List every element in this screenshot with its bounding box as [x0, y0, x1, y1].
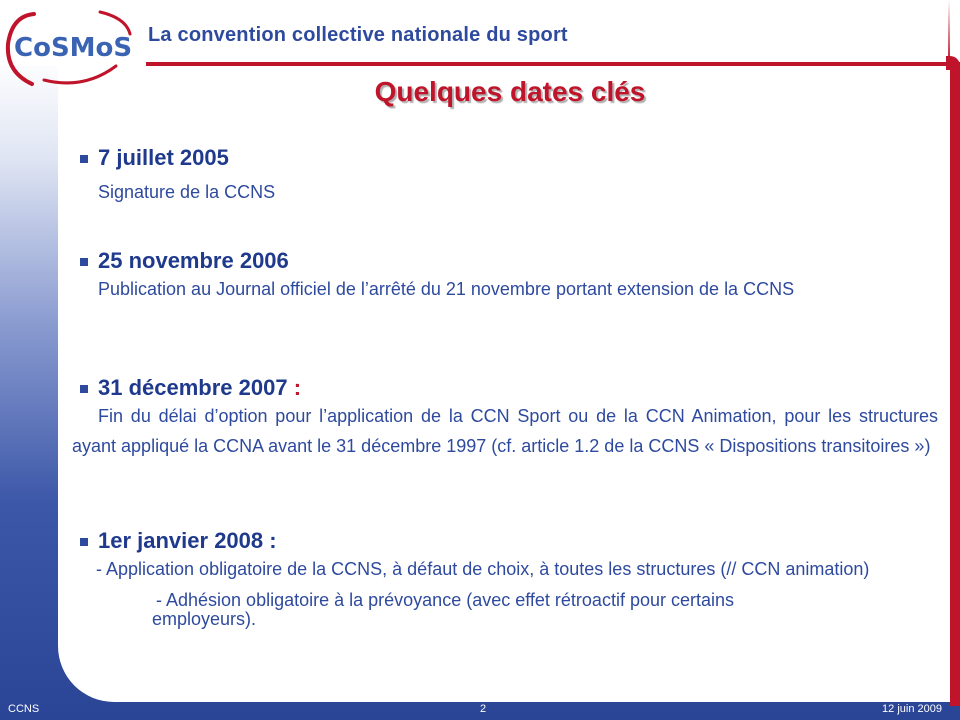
- header-red-line: [146, 62, 960, 66]
- list-item: [78, 145, 938, 207]
- item-desc: Signature de la CCNS: [98, 182, 276, 202]
- item-desc-2: - Adhésion obligatoire à la prévoyance (avec effet rétroactif pour certains employeurs).: [152, 590, 734, 629]
- footer-page-number: 2: [480, 703, 487, 715]
- footer-date: 12 juin 2009: [882, 703, 942, 715]
- bullet-icon: [80, 538, 88, 546]
- red-edge-top: [948, 0, 950, 62]
- list-item: [78, 248, 938, 304]
- item-date-text: 31 décembre 2007: [98, 375, 294, 400]
- list-item: [72, 375, 938, 461]
- bullet-icon: [80, 385, 88, 393]
- item-date-colon: :: [293, 375, 302, 400]
- bullet-icon: [80, 258, 88, 266]
- item-desc: Fin du délai d’option pour l’application de la CCN Sport ou de la CCN Animation, pour les structures ayant appliqué la CCNA avant le 31 décembre 1997 (cf. article 1.2 de la CCNS « Dispositions transitoires »): [72, 406, 938, 456]
- slide-heading: Quelques dates clés: [374, 76, 646, 107]
- item-desc: - Application obligatoire de la CCNS, à défaut de choix, à toutes les structures (// CCN animation): [96, 559, 870, 579]
- header-title: La convention collective nationale du sport: [148, 24, 568, 46]
- bullet-icon: [80, 155, 88, 163]
- item-date: 25 novembre 2006: [98, 248, 289, 273]
- red-right-edge: [950, 66, 960, 706]
- item-date: 7 juillet 2005: [98, 145, 229, 170]
- footer-left: CCNS: [8, 703, 40, 715]
- item-date: 1er janvier 2008 :: [98, 528, 277, 553]
- list-item: [78, 528, 938, 629]
- item-desc: Publication au Journal officiel de l’arrêté du 21 novembre portant extension de la CCNS: [98, 279, 795, 299]
- item-date: [98, 375, 938, 401]
- logo-text: CoSMoS: [14, 33, 133, 63]
